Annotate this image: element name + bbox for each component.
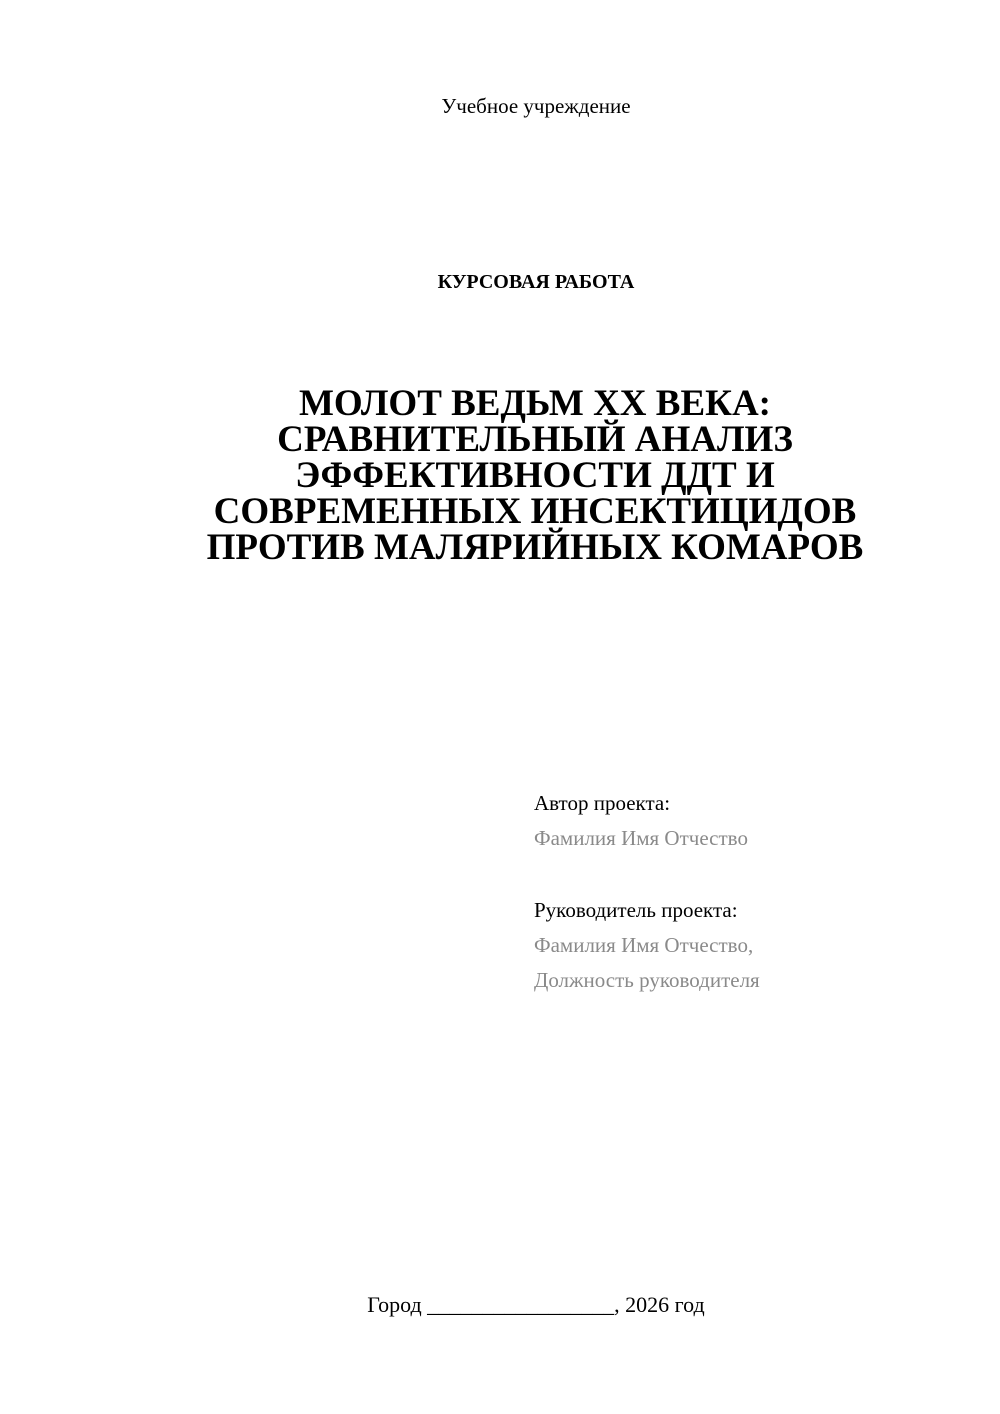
title-line: ЭФФЕКТИВНОСТИ ДДТ И xyxy=(295,455,775,496)
city-year-line: Город _________________, 2026 год xyxy=(367,1292,705,1317)
document-title xyxy=(160,383,910,568)
title-line: ПРОТИВ МАЛЯРИЙНЫХ КОМАРОВ xyxy=(206,527,864,568)
supervisor-block xyxy=(534,893,974,998)
supervisor-name: Фамилия Имя Отчество, xyxy=(534,933,754,957)
supervisor-label: Руководитель проекта: xyxy=(534,898,738,922)
title-line: СРАВНИТЕЛЬНЫЙ АНАЛИЗ xyxy=(277,419,793,460)
supervisor-position: Должность руководителя xyxy=(534,968,760,992)
institution-name: Учебное учреждение xyxy=(441,94,631,118)
document-type: КУРСОВАЯ РАБОТА xyxy=(437,271,635,293)
author-block xyxy=(534,786,974,856)
author-label: Автор проекта: xyxy=(534,791,671,815)
title-line: МОЛОТ ВЕДЬМ XX ВЕКА: xyxy=(298,383,772,424)
author-name: Фамилия Имя Отчество xyxy=(534,826,748,850)
title-line: СОВРЕМЕННЫХ ИНСЕКТИЦИДОВ xyxy=(213,491,857,532)
